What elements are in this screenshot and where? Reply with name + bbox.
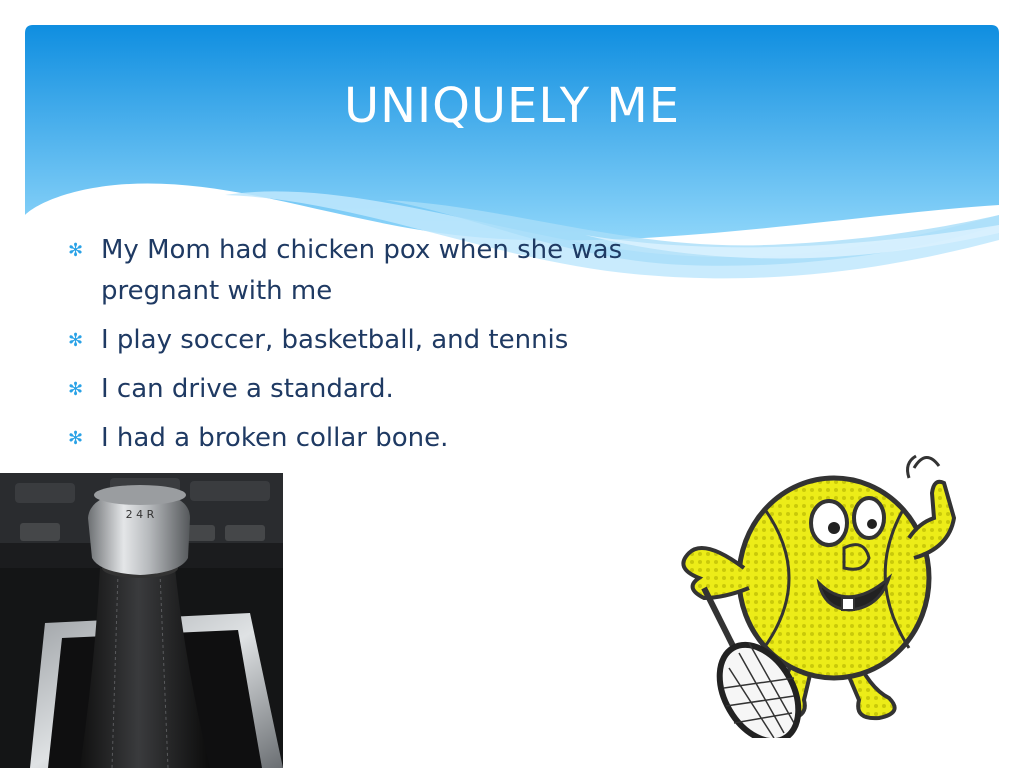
bullet-item bbox=[68, 369, 708, 410]
svg-text:2 4 R: 2 4 R bbox=[125, 508, 155, 521]
bullet-text: I had a broken collar bone. bbox=[101, 423, 449, 453]
asterisk-bullet-icon: ✻ bbox=[68, 428, 84, 449]
gear-shift-photo bbox=[0, 473, 283, 768]
asterisk-bullet-icon: ✻ bbox=[68, 240, 84, 261]
tennis-ball-mascot bbox=[664, 438, 984, 738]
asterisk-bullet-icon: ✻ bbox=[68, 379, 84, 400]
bullet-item bbox=[68, 320, 708, 361]
bullet-text: My Mom had chicken pox when she was pregnant with me bbox=[101, 235, 623, 306]
asterisk-bullet-icon: ✻ bbox=[68, 330, 84, 351]
slide-title: UNIQUELY ME bbox=[343, 78, 681, 134]
bullet-item bbox=[68, 418, 708, 459]
bullet-list bbox=[68, 230, 708, 467]
bullet-item bbox=[68, 230, 708, 312]
bullet-text: I play soccer, basketball, and tennis bbox=[101, 325, 569, 355]
bullet-text: I can drive a standard. bbox=[101, 374, 394, 404]
